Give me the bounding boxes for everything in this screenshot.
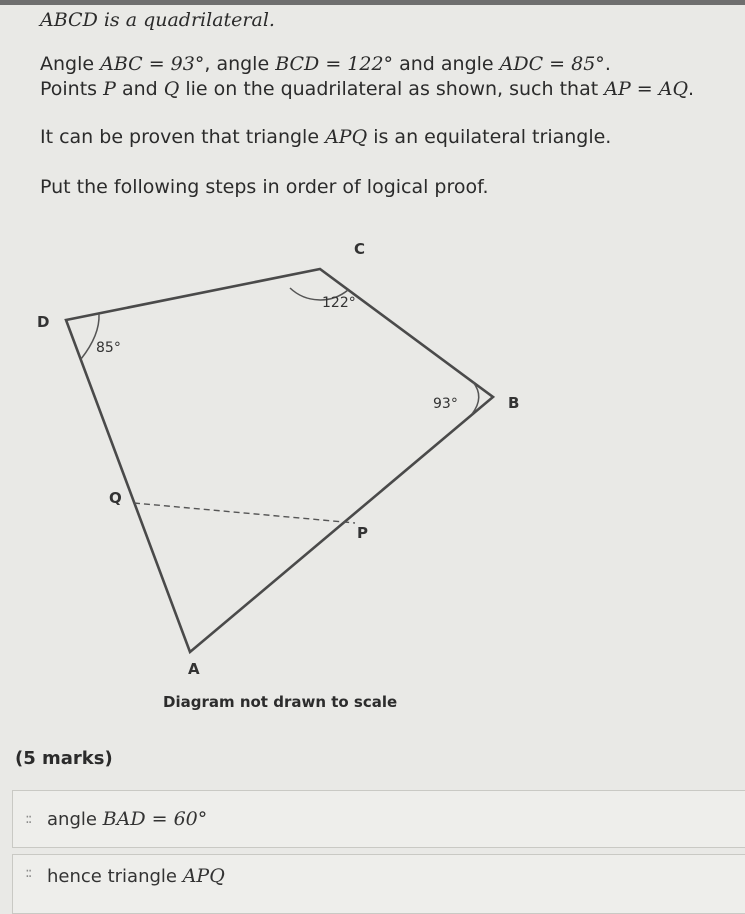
vertex-label-c: C bbox=[354, 240, 366, 258]
qp-dashed-line bbox=[134, 503, 355, 523]
angle-bad-math: BAD = 60° bbox=[102, 808, 208, 830]
angles-statement-text: . bbox=[604, 53, 611, 75]
proof-step-text bbox=[47, 808, 207, 830]
vertex-label-p: P bbox=[357, 524, 368, 542]
question-title-text: ABCD is a quadrilateral. bbox=[40, 9, 275, 31]
instruction: Put the following steps in order of logical proof. bbox=[40, 176, 489, 198]
quadrilateral-outline bbox=[66, 269, 493, 652]
proof-step-text bbox=[47, 865, 225, 887]
points-statement-text: lie on the quadrilateral as shown, such that bbox=[179, 78, 605, 100]
diagram-svg bbox=[0, 225, 745, 715]
triangle-apq-math: APQ bbox=[325, 126, 368, 148]
proof-step-card[interactable] bbox=[12, 854, 745, 914]
vertex-label-a: A bbox=[188, 660, 200, 678]
vertex-label-d: D bbox=[37, 313, 50, 331]
proof-step-card[interactable] bbox=[12, 790, 745, 848]
points-statement-text: . bbox=[688, 78, 695, 100]
question-text bbox=[40, 8, 730, 200]
proof-step-label: hence triangle bbox=[47, 866, 183, 887]
angle-label-d: 85° bbox=[96, 340, 121, 356]
vertex-label-q: Q bbox=[109, 489, 122, 507]
drag-handle-icon[interactable]: :: bbox=[25, 811, 31, 827]
proof-claim-text: is an equilateral triangle. bbox=[367, 126, 612, 148]
proof-claim bbox=[40, 125, 730, 150]
vertex-label-b: B bbox=[508, 394, 520, 412]
angles-statement bbox=[40, 52, 730, 77]
points-statement-text: and bbox=[115, 78, 164, 100]
angle-bcd-math: BCD = 122° bbox=[275, 53, 394, 75]
angle-abc-math: ABC = 93° bbox=[100, 53, 205, 75]
angles-statement-text: Angle bbox=[40, 53, 101, 75]
points-statement-text: Points bbox=[40, 78, 104, 100]
question-title bbox=[40, 8, 730, 33]
points-statement bbox=[40, 77, 730, 102]
angle-adc-math: ADC = 85° bbox=[499, 53, 605, 75]
triangle-apq-math: APQ bbox=[182, 865, 225, 887]
marks-label: (5 marks) bbox=[15, 748, 113, 769]
ap-equals-aq-math: AP = AQ bbox=[604, 78, 689, 100]
diagram-caption: Diagram not drawn to scale bbox=[163, 693, 398, 711]
top-border bbox=[0, 0, 745, 5]
angles-statement-text: , angle bbox=[204, 53, 276, 75]
angle-label-c: 122° bbox=[322, 295, 356, 311]
angle-label-b: 93° bbox=[433, 396, 458, 412]
quadrilateral-diagram bbox=[0, 225, 745, 715]
proof-step-label: angle bbox=[47, 809, 103, 830]
point-p-math: P bbox=[103, 78, 116, 100]
proof-claim-text: It can be proven that triangle bbox=[40, 126, 326, 148]
drag-handle-icon[interactable]: :: bbox=[25, 865, 31, 881]
point-q-math: Q bbox=[163, 78, 180, 100]
angles-statement-text: and angle bbox=[393, 53, 500, 75]
